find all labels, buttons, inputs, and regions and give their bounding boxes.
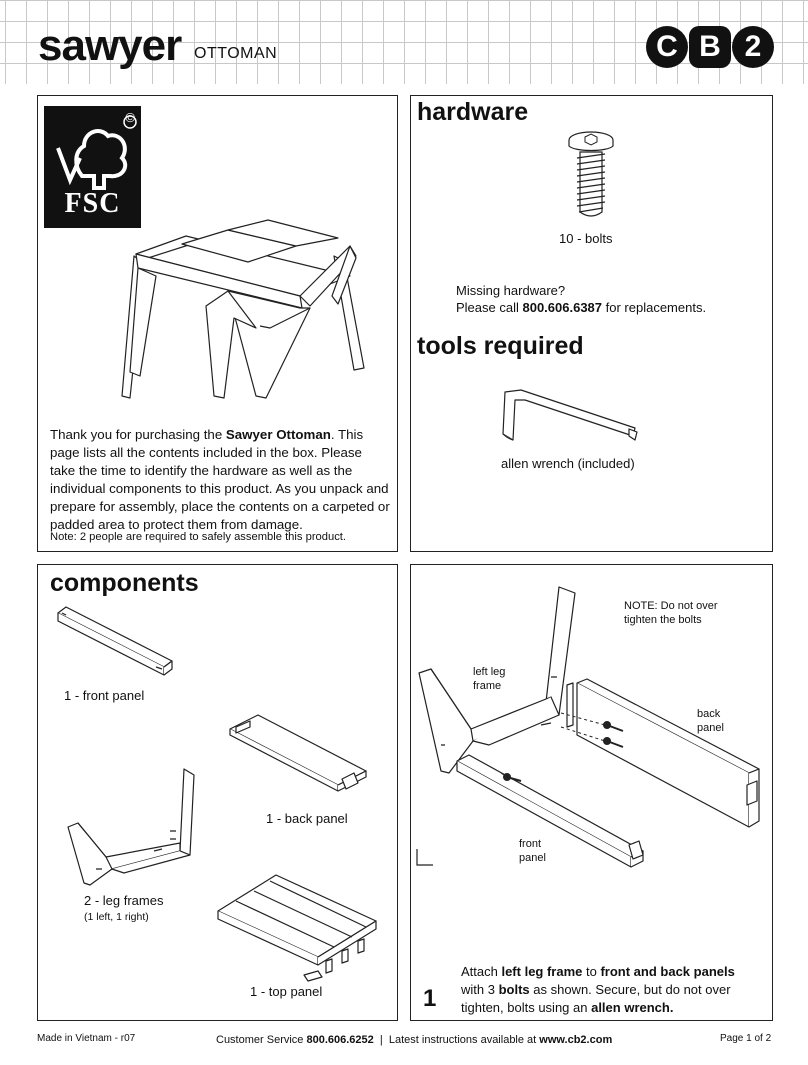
components-heading: components	[50, 569, 199, 597]
missing-text-pre: Please call	[456, 300, 523, 315]
step-text-6: bolts	[498, 982, 530, 997]
footer-cs-label: Customer Service	[216, 1034, 307, 1046]
hardware-panel	[410, 95, 773, 552]
top-panel-label: 1 - top panel	[250, 984, 323, 999]
footer-made-in: Made in Vietnam - r07	[37, 1033, 136, 1044]
step-text-1: Attach	[461, 964, 502, 979]
step-text-2: left leg frame	[501, 964, 583, 979]
brand-letter-2: 2	[732, 26, 774, 68]
label-back-panel: back panel	[697, 708, 724, 734]
intro-text-product: Sawyer Ottoman	[225, 427, 331, 442]
footer-page-number: Page 1 of 2	[720, 1033, 772, 1044]
step-note: NOTE: Do not over tighten the bolts	[624, 600, 718, 626]
fsc-copyright-mark: ©	[125, 110, 135, 125]
missing-phone: 800.606.6387	[522, 300, 603, 315]
fsc-label: FSC	[64, 188, 121, 219]
leg-frames-note: (1 left, 1 right)	[84, 911, 149, 923]
wrench-label: allen wrench (included)	[501, 456, 635, 471]
ottoman-illustration	[38, 96, 399, 426]
step-text-7: as shown. Secure, but do not over tighten, bolts using an	[461, 982, 731, 1015]
step-text-8: allen wrench.	[591, 1000, 674, 1015]
step-instructions	[461, 963, 761, 1017]
intro-panel	[37, 95, 398, 552]
intro-text-post: . This page lists all the contents included in the box. Please take the time to identify the hardware as well as the individual components to this product. As you unpack and prepare for assembly, place the contents on a carpeted or padded area to protect them from damage.	[50, 427, 390, 532]
footer-url[interactable]: www.cb2.com	[539, 1034, 613, 1046]
bolt-label: 10 - bolts	[559, 231, 613, 246]
brand-letter-c: C	[646, 26, 688, 68]
back-panel-label: 1 - back panel	[266, 811, 348, 826]
product-title: sawyer	[38, 21, 182, 70]
bolt-icon	[561, 128, 621, 220]
leg-frames-label: 2 - leg frames	[84, 893, 164, 908]
assembly-diagram	[411, 565, 774, 865]
allen-wrench-icon	[499, 384, 644, 444]
step-text-4: front and back panels	[600, 964, 735, 979]
hardware-heading: hardware	[417, 98, 529, 126]
footer-cs-phone: 800.606.6252	[306, 1034, 374, 1046]
front-panel-drawing	[56, 607, 176, 677]
tools-heading: tools required	[417, 332, 584, 360]
brand-letter-b: B	[689, 26, 731, 68]
cb2-logo	[646, 26, 774, 68]
missing-hardware-question: Missing hardware?	[456, 283, 566, 298]
intro-text-pre: Thank you for purchasing the	[50, 427, 226, 442]
components-panel	[37, 564, 398, 1021]
step-text-3: to	[582, 964, 601, 979]
top-panel-drawing	[214, 871, 384, 981]
label-left-leg-frame: left leg frame	[473, 666, 506, 692]
missing-text-post: for replacements.	[602, 300, 707, 315]
step-text-5: with 3	[461, 982, 499, 997]
back-panel-drawing	[228, 713, 368, 803]
missing-hardware-callout	[456, 300, 771, 316]
step-number: 1	[423, 985, 437, 1012]
intro-paragraph	[50, 426, 390, 534]
step-panel	[410, 564, 773, 1021]
label-front-panel: front panel	[519, 838, 546, 864]
footer-instructions-label: | Latest instructions available at	[373, 1034, 540, 1046]
product-subtitle: OTTOMAN	[194, 45, 278, 62]
footer-customer-service	[216, 1033, 612, 1047]
leg-frames-drawing	[66, 769, 206, 889]
intro-note: Note: 2 people are required to safely assemble this product.	[50, 531, 347, 543]
front-panel-label: 1 - front panel	[64, 688, 145, 703]
